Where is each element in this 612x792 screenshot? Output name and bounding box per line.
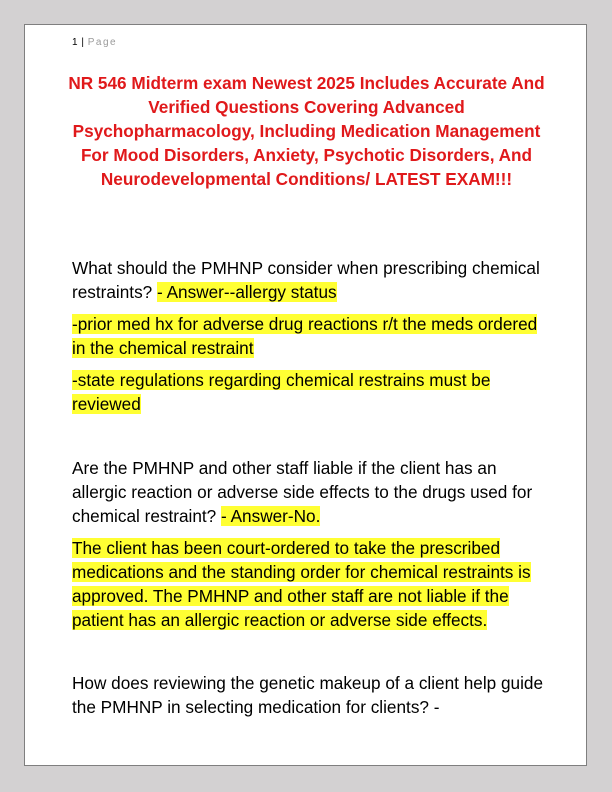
qa-block-3 [72, 671, 552, 719]
qa-question [72, 671, 552, 719]
answer-line [72, 536, 552, 632]
page-number: 1 [72, 37, 79, 48]
question-text: How does reviewing the genetic makeup of a client help guide the PMHNP in selecting medication for clients? - [72, 673, 544, 717]
answer-text: -prior med hx for adverse drug reactions r/t the meds ordered in the chemical restraint [72, 314, 538, 358]
answer-lead: - Answer--allergy status [157, 282, 337, 302]
qa-question [72, 256, 552, 304]
qa-block-1 [72, 256, 552, 416]
document-title: NR 546 Midterm exam Newest 2025 Includes Accurate And Verified Questions Covering Advanced Psychopharmacology, Including Medication Management For Mood Disorders, Anxiety, Psychotic Disorders, And Neurodevelopmental Conditions/ LATEST EXAM!!! [68, 73, 545, 189]
answer-text: -state regulations regarding chemical restrains must be reviewed [72, 370, 491, 414]
answer-text: The client has been court-ordered to take the prescribed medications and the standing order for chemical restraints is approved. The PMHNP and other staff are not liable if the patient has an allergic reaction or adverse side effects. [72, 538, 531, 630]
page-separator: | [81, 37, 85, 48]
qa-question [72, 456, 552, 528]
page-label: Page [87, 37, 118, 48]
page-number-header [72, 37, 117, 48]
question-text: Are the PMHNP and other staff liable if the client has an allergic reaction or adverse side effects to the drugs used for chemical restraint? [72, 458, 533, 526]
answer-lead: - Answer-No. [221, 506, 321, 526]
qa-block-2 [72, 456, 552, 632]
document-page [24, 24, 587, 766]
answer-line [72, 368, 552, 416]
answer-line [72, 312, 552, 360]
question-text: What should the PMHNP consider when prescribing chemical restraints? [72, 258, 540, 302]
